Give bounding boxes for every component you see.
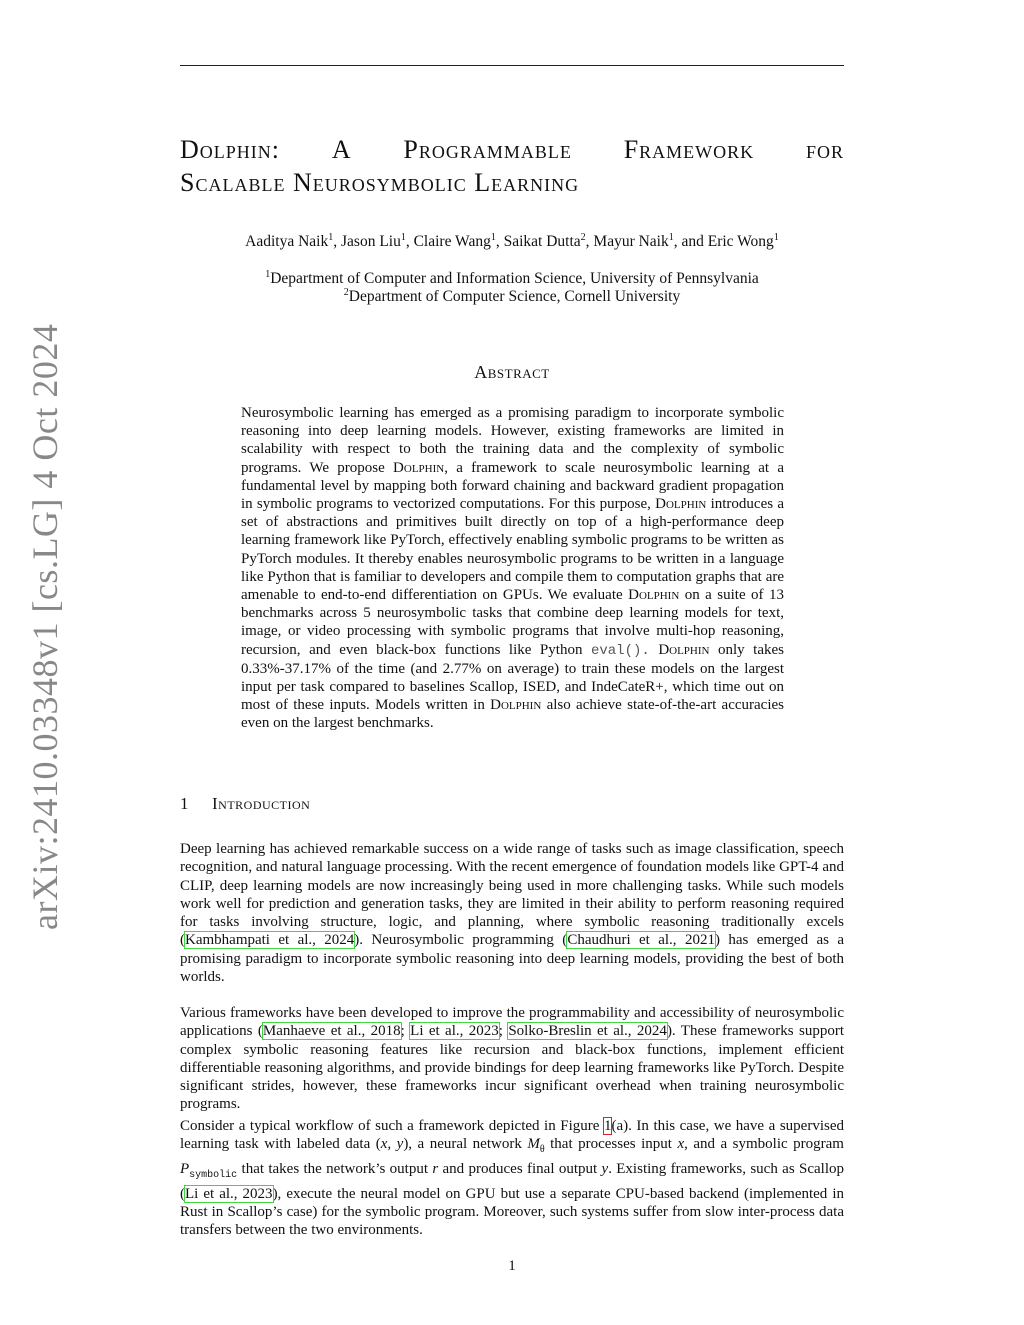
system-name: Dolphin xyxy=(658,641,710,658)
arxiv-stamp[interactable]: arXiv:2410.03348v1 [cs.LG] 4 Oct 2024 xyxy=(25,323,65,930)
title-line-1 xyxy=(180,133,844,166)
affiliation-2: $^2$Department of Computer Science, Cornell University xyxy=(343,287,681,305)
author-name: Mayur Naik xyxy=(593,233,669,250)
abstract-heading: Abstract xyxy=(474,362,550,382)
system-name: Dolphin xyxy=(393,459,445,476)
intro-paragraph-1: Deep learning has achieved remarkable success on a wide range of tasks such as image classification, speech recognition, and natural language processing. With the recent emergence of foundation models like GPT-4 and CLIP, deep learning models are now increasingly being used in more challenging tasks. While such models work well for prediction and generation tasks, they are limited in their ability to perform reasoning required for tasks involving structure, logic, and planning, where symbolic reasoning traditionally excels (Kambhampati et al., 2024). Neurosymbolic programming (Chaudhuri et al., 2021) has emerged as a promising paradigm to incorporate symbolic reasoning into deep learning models, providing the best of both worlds. xyxy=(180,841,844,986)
system-name: Dolphin xyxy=(490,697,542,714)
citation-link[interactable]: Li et al., 2023 xyxy=(185,1185,273,1202)
author-list: Aaditya Naik$^1$, Jason Liu$^1$, Claire Wang$^1$, Saikat Dutta$^2$, Mayur Naik$^1$, and Eric Wong$^1$ xyxy=(245,232,779,250)
inline-code: eval(). xyxy=(590,642,650,659)
math-symbol: y xyxy=(601,1160,609,1177)
page-number: 1 xyxy=(508,1258,516,1274)
math-symbol: P xyxy=(180,1160,190,1177)
author-affiliation-mark: 2 xyxy=(580,232,586,243)
title-word: Dolphin: xyxy=(180,135,280,164)
math-symbol: M xyxy=(527,1136,540,1153)
author-name: Jason Liu xyxy=(341,233,401,250)
paper-title xyxy=(180,133,844,199)
citation-link[interactable]: Solko-Breslin et al., 2024 xyxy=(508,1023,667,1040)
section-number: 1 xyxy=(180,794,189,813)
title-word: Programmable xyxy=(403,135,572,164)
abstract-body: Neurosymbolic learning has emerged as a promising paradigm to incorporate symbolic reasoning into deep learning models. However, existing frameworks are limited in scalability with respect to both the training data and the complexity of symbolic programs. We propose Dolphin, a framework to scale neurosymbolic learning at a fundamental level by mapping both forward chaining and backward gradient propagation in symbolic programs to vectorized computations. For this purpose, Dolphin introduces a set of abstractions and primitives built directly on top of a high-performance deep learning framework like PyTorch, effectively enabling symbolic programs to be written as PyTorch modules. It thereby enables neurosymbolic programs to be written in a language like Python that is familiar to developers and compile them to computation graphs that are amenable to end-to-end differentiation on GPUs. We evaluate Dolphin on a suite of 13 benchmarks across 5 neurosymbolic tasks that combine deep learning models for text, image, or video processing with symbolic programs that involve multi-hop reasoning, recursion, and even black-box functions like Python eval(). Dolphin only takes 0.33%-37.17% of the time (and 2.77% on average) to train these models on the largest input per task compared to baselines Scallop, ISED, and IndeCateR+, which time out on most of these inputs. Models written in Dolphin also achieve state-of-the-art accuracies even on the largest benchmarks. xyxy=(241,405,785,732)
citation-link[interactable]: Kambhampati et al., 2024 xyxy=(185,932,355,949)
figure-ref-link[interactable]: 1 xyxy=(603,1118,612,1134)
author-name: Eric Wong xyxy=(707,233,774,250)
math-symbol: x, y xyxy=(380,1136,404,1153)
title-line-2: Scalable Neurosymbolic Learning xyxy=(180,168,580,197)
author-affiliation-mark: 1 xyxy=(773,232,779,243)
author-name: Saikat Dutta xyxy=(503,233,581,250)
section-title: Introduction xyxy=(212,794,311,813)
system-name: Dolphin xyxy=(628,587,680,604)
affiliation-1: $^1$Department of Computer and Information Science, University of Pennsylvania xyxy=(265,269,759,287)
affiliations xyxy=(180,270,844,306)
section-heading-introduction xyxy=(180,794,844,814)
citation-link[interactable]: Li et al., 2023 xyxy=(410,1023,499,1040)
intro-paragraph-2: Various frameworks have been developed to improve the programmability and accessibility of neurosymbolic applications (Manhaeve et al., 2018; Li et al., 2023; Solko-Breslin et al., 2024). These frameworks support complex symbolic reasoning features like recursion and black-box functions, implement efficient differentiable reasoning algorithms, and provide bindings for deep learning frameworks like PyTorch. Despite significant strides, however, these frameworks incur significant overhead when training neurosymbolic programs. xyxy=(180,1005,844,1113)
title-word: for xyxy=(805,135,844,164)
math-symbol: x xyxy=(677,1136,685,1153)
title-word: Framework xyxy=(623,135,755,164)
author-name: Aaditya Naik xyxy=(245,233,329,250)
top-rule xyxy=(180,65,844,66)
author-affiliation-mark: 1 xyxy=(400,232,406,243)
author-affiliation-mark: 1 xyxy=(490,232,496,243)
author-affiliation-mark: 1 xyxy=(328,232,334,243)
intro-paragraph-3: Consider a typical workflow of such a framework depicted in Figure 1(a). In this case, we have a supervised learning task with labeled data (x, y), a neural network $M_\theta$ that processes input x, and a symbolic program $P_{symbolic}$ that takes the network’s output r and produces final output y. Existing frameworks, such as Scallop (Li et al., 2023), execute the neural model on GPU but use a separate CPU-based backend (implemented in Rust in Scallop’s case) for the symbolic program. Moreover, such systems suffer from slow inter-process data transfers between the two environments. xyxy=(180,1118,844,1239)
math-subscript: symbolic xyxy=(189,1169,238,1181)
math-subscript: θ xyxy=(539,1144,545,1156)
author-name: Claire Wang xyxy=(413,233,491,250)
author-affiliation-mark: 1 xyxy=(668,232,674,243)
system-name: Dolphin xyxy=(655,496,707,513)
math-symbol: r xyxy=(432,1160,439,1177)
title-word: A xyxy=(331,135,352,164)
citation-link[interactable]: Chaudhuri et al., 2021 xyxy=(567,932,715,949)
citation-link[interactable]: Manhaeve et al., 2018 xyxy=(262,1023,401,1040)
